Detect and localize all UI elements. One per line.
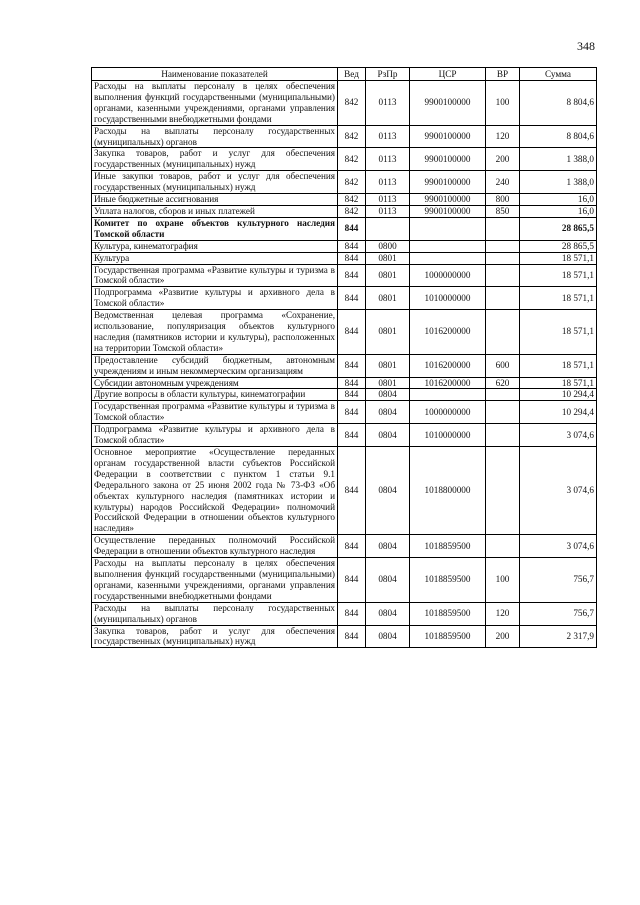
cell-sum: 756,7 — [520, 558, 597, 603]
cell-csr: 9900100000 — [410, 81, 486, 126]
cell-csr: 9900100000 — [410, 148, 486, 171]
cell-rzpr: 0801 — [366, 377, 410, 389]
table-row — [92, 194, 597, 206]
cell-rzpr: 0804 — [366, 625, 410, 648]
table-row — [92, 148, 597, 171]
cell-name: Закупка товаров, работ и услуг для обеспечения государственных (муниципальных) нужд — [92, 148, 338, 171]
cell-sum: 2 317,9 — [520, 625, 597, 648]
cell-sum: 8 804,6 — [520, 81, 597, 126]
cell-sum: 18 571,1 — [520, 252, 597, 264]
header-rzpr: РзПр — [366, 68, 410, 81]
cell-sum: 28 865,5 — [520, 240, 597, 252]
table-row — [92, 447, 597, 535]
cell-csr: 1018859500 — [410, 535, 486, 558]
table-row — [92, 558, 597, 603]
cell-csr: 1016200000 — [410, 310, 486, 355]
cell-rzpr: 0804 — [366, 401, 410, 424]
cell-name: Предоставление субсидий бюджетным, автономным учреждениям и иным некоммерческим организациям — [92, 354, 338, 377]
cell-csr: 1010000000 — [410, 424, 486, 447]
page-number: 348 — [577, 39, 595, 53]
cell-csr: 9900100000 — [410, 205, 486, 217]
cell-csr: 1016200000 — [410, 377, 486, 389]
cell-csr: 9900100000 — [410, 125, 486, 148]
cell-ved: 842 — [338, 171, 366, 194]
cell-csr — [410, 217, 486, 240]
cell-vr: 240 — [486, 171, 520, 194]
cell-sum: 3 074,6 — [520, 447, 597, 535]
cell-ved: 844 — [338, 447, 366, 535]
cell-name: Культура — [92, 252, 338, 264]
cell-name: Подпрограмма «Развитие культуры и архивного дела в Томской области» — [92, 287, 338, 310]
header-csr: ЦСР — [410, 68, 486, 81]
cell-ved: 844 — [338, 535, 366, 558]
cell-name: Иные закупки товаров, работ и услуг для обеспечения государственных (муниципальных) нужд — [92, 171, 338, 194]
table-body — [92, 81, 597, 648]
cell-rzpr: 0800 — [366, 240, 410, 252]
budget-table — [91, 67, 597, 648]
table-row — [92, 252, 597, 264]
cell-sum: 3 074,6 — [520, 535, 597, 558]
cell-ved: 844 — [338, 354, 366, 377]
cell-vr: 600 — [486, 354, 520, 377]
cell-ved: 844 — [338, 252, 366, 264]
cell-sum: 18 571,1 — [520, 310, 597, 355]
cell-sum: 18 571,1 — [520, 354, 597, 377]
cell-vr — [486, 252, 520, 264]
table-row — [92, 354, 597, 377]
cell-rzpr: 0804 — [366, 535, 410, 558]
cell-vr: 200 — [486, 625, 520, 648]
cell-name: Осуществление переданных полномочий Российской Федерации в отношении объектов культурного наследия — [92, 535, 338, 558]
cell-ved: 844 — [338, 240, 366, 252]
cell-sum: 16,0 — [520, 194, 597, 206]
cell-rzpr: 0801 — [366, 354, 410, 377]
cell-ved: 844 — [338, 389, 366, 401]
cell-rzpr: 0804 — [366, 447, 410, 535]
cell-vr: 620 — [486, 377, 520, 389]
cell-csr: 1016200000 — [410, 354, 486, 377]
table-row — [92, 217, 597, 240]
cell-rzpr: 0804 — [366, 602, 410, 625]
cell-rzpr: 0804 — [366, 389, 410, 401]
cell-name: Субсидии автономным учреждениям — [92, 377, 338, 389]
table-row — [92, 602, 597, 625]
cell-csr — [410, 389, 486, 401]
table-row — [92, 264, 597, 287]
cell-vr — [486, 240, 520, 252]
cell-rzpr: 0113 — [366, 148, 410, 171]
cell-sum: 1 388,0 — [520, 148, 597, 171]
cell-vr: 100 — [486, 81, 520, 126]
cell-rzpr: 0804 — [366, 424, 410, 447]
table-row — [92, 625, 597, 648]
cell-sum: 18 571,1 — [520, 264, 597, 287]
cell-sum: 18 571,1 — [520, 377, 597, 389]
cell-vr: 850 — [486, 205, 520, 217]
cell-sum: 18 571,1 — [520, 287, 597, 310]
cell-name: Государственная программа «Развитие культуры и туризма в Томской области» — [92, 264, 338, 287]
cell-name: Основное мероприятие «Осуществление переданных органам государственной власти субъектов Российской Федерации в соответствии с пунктом 1 статьи 9.1 Федерального закона от 25 июня 2002 года № 73-ФЗ «Об объектах культурного наследия (памятниках истории и культуры) народов Российской Федерации» полномочий Российской Федерации в отношении объектов культурного наследия» — [92, 447, 338, 535]
cell-sum: 10 294,4 — [520, 401, 597, 424]
cell-name: Подпрограмма «Развитие культуры и архивного дела в Томской области» — [92, 424, 338, 447]
cell-rzpr: 0113 — [366, 205, 410, 217]
cell-vr: 120 — [486, 125, 520, 148]
table-row — [92, 240, 597, 252]
header-ved: Вед — [338, 68, 366, 81]
table-row — [92, 535, 597, 558]
cell-sum: 8 804,6 — [520, 125, 597, 148]
cell-sum: 10 294,4 — [520, 389, 597, 401]
cell-ved: 844 — [338, 217, 366, 240]
cell-sum: 28 865,5 — [520, 217, 597, 240]
cell-rzpr: 0113 — [366, 194, 410, 206]
cell-vr — [486, 389, 520, 401]
table-row — [92, 205, 597, 217]
cell-sum: 1 388,0 — [520, 171, 597, 194]
cell-name: Расходы на выплаты персоналу государственных (муниципальных) органов — [92, 602, 338, 625]
cell-ved: 842 — [338, 81, 366, 126]
header-name: Наименование показателей — [92, 68, 338, 81]
cell-rzpr: 0801 — [366, 310, 410, 355]
cell-name: Другие вопросы в области культуры, кинематографии — [92, 389, 338, 401]
cell-ved: 842 — [338, 194, 366, 206]
cell-ved: 844 — [338, 424, 366, 447]
table-row — [92, 401, 597, 424]
cell-vr — [486, 535, 520, 558]
cell-csr — [410, 240, 486, 252]
cell-ved: 844 — [338, 310, 366, 355]
cell-csr: 1000000000 — [410, 401, 486, 424]
cell-vr — [486, 424, 520, 447]
cell-ved: 844 — [338, 401, 366, 424]
cell-ved: 842 — [338, 148, 366, 171]
cell-ved: 844 — [338, 264, 366, 287]
cell-vr: 200 — [486, 148, 520, 171]
table-row — [92, 171, 597, 194]
cell-name: Ведомственная целевая программа «Сохранение, использование, популяризация объектов культурного наследия (памятников истории и культуры), расположенных на территории Томской области» — [92, 310, 338, 355]
table-row — [92, 81, 597, 126]
cell-rzpr: 0113 — [366, 125, 410, 148]
cell-vr — [486, 264, 520, 287]
cell-name: Иные бюджетные ассигнования — [92, 194, 338, 206]
cell-vr: 800 — [486, 194, 520, 206]
cell-name: Уплата налогов, сборов и иных платежей — [92, 205, 338, 217]
cell-name: Комитет по охране объектов культурного наследия Томской области — [92, 217, 338, 240]
cell-sum: 3 074,6 — [520, 424, 597, 447]
table-row — [92, 424, 597, 447]
table-row — [92, 310, 597, 355]
cell-csr: 1018859500 — [410, 558, 486, 603]
cell-sum: 756,7 — [520, 602, 597, 625]
cell-vr — [486, 217, 520, 240]
cell-vr: 100 — [486, 558, 520, 603]
cell-csr: 1010000000 — [410, 287, 486, 310]
cell-name: Расходы на выплаты персоналу государственных (муниципальных) органов — [92, 125, 338, 148]
table-row — [92, 389, 597, 401]
cell-name: Расходы на выплаты персоналу в целях обеспечения выполнения функций государственными (муниципальными) органами, казенными учреждениями, органами управления государственными внебюджетными фондами — [92, 558, 338, 603]
cell-csr: 9900100000 — [410, 194, 486, 206]
cell-ved: 842 — [338, 125, 366, 148]
cell-rzpr: 0113 — [366, 171, 410, 194]
cell-name: Государственная программа «Развитие культуры и туризма в Томской области» — [92, 401, 338, 424]
cell-rzpr: 0801 — [366, 287, 410, 310]
cell-name: Расходы на выплаты персоналу в целях обеспечения выполнения функций государственными (муниципальными) органами, казенными учреждениями, органами управления государственными внебюджетными фондами — [92, 81, 338, 126]
table-row — [92, 377, 597, 389]
cell-csr: 1018859500 — [410, 625, 486, 648]
cell-ved: 842 — [338, 205, 366, 217]
cell-csr — [410, 252, 486, 264]
cell-vr — [486, 401, 520, 424]
cell-csr: 1000000000 — [410, 264, 486, 287]
cell-ved: 844 — [338, 602, 366, 625]
cell-rzpr: 0113 — [366, 81, 410, 126]
cell-vr: 120 — [486, 602, 520, 625]
cell-csr: 9900100000 — [410, 171, 486, 194]
cell-ved: 844 — [338, 377, 366, 389]
cell-vr — [486, 310, 520, 355]
cell-csr: 1018859500 — [410, 602, 486, 625]
cell-vr — [486, 287, 520, 310]
cell-rzpr: 0801 — [366, 252, 410, 264]
table-row — [92, 125, 597, 148]
table-row — [92, 287, 597, 310]
cell-ved: 844 — [338, 558, 366, 603]
cell-ved: 844 — [338, 287, 366, 310]
cell-rzpr — [366, 217, 410, 240]
header-vr: ВР — [486, 68, 520, 81]
cell-rzpr: 0801 — [366, 264, 410, 287]
cell-name: Культура, кинематография — [92, 240, 338, 252]
table-header-row — [92, 68, 597, 81]
cell-sum: 16,0 — [520, 205, 597, 217]
header-sum: Сумма — [520, 68, 597, 81]
cell-name: Закупка товаров, работ и услуг для обеспечения государственных (муниципальных) нужд — [92, 625, 338, 648]
cell-rzpr: 0804 — [366, 558, 410, 603]
cell-vr — [486, 447, 520, 535]
cell-csr: 1018800000 — [410, 447, 486, 535]
cell-ved: 844 — [338, 625, 366, 648]
